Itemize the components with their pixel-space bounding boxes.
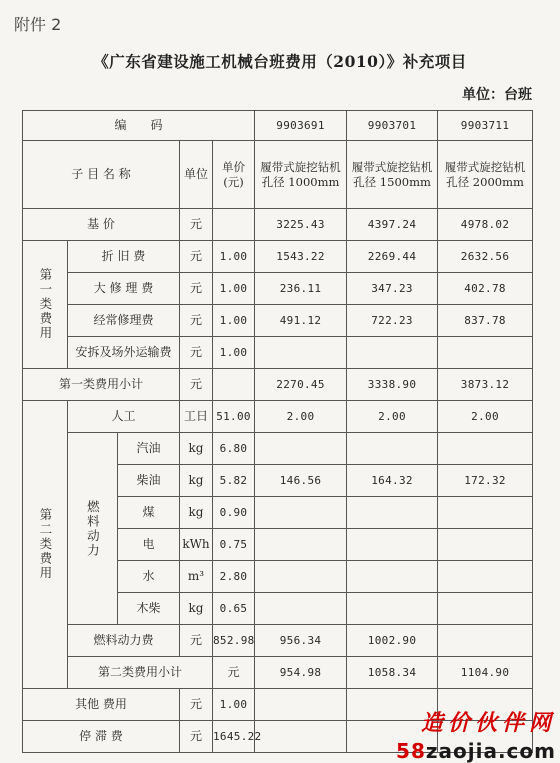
value-cell — [255, 337, 347, 369]
value-cell — [347, 593, 438, 625]
row-label: 其他 费用 — [23, 689, 180, 721]
value-cell — [347, 561, 438, 593]
price-cell: 1.00 — [213, 337, 255, 369]
unit-cell: kg — [180, 433, 213, 465]
value-cell — [255, 497, 347, 529]
price-cell: 2.80 — [213, 561, 255, 593]
machine-name: 履带式旋挖钻机 — [260, 160, 341, 175]
unit-cell: 元 — [180, 689, 213, 721]
row-label: 基 价 — [23, 209, 180, 241]
watermark-url-red: 58 — [396, 739, 426, 763]
unit-header: 单位 — [180, 141, 213, 209]
row-label: 柴油 — [118, 465, 180, 497]
empty-cell — [438, 625, 533, 657]
value-cell: 2269.44 — [347, 241, 438, 273]
row-label: 大 修 理 费 — [68, 273, 180, 305]
unit-cell: m³ — [180, 561, 213, 593]
value-cell — [347, 497, 438, 529]
unit-cell: 元 — [180, 337, 213, 369]
fuel-group-cell — [68, 433, 118, 625]
value-cell: 3873.12 — [438, 369, 533, 401]
subtotal-row — [23, 657, 533, 689]
value-cell: 164.32 — [347, 465, 438, 497]
value-cell: 4978.02 — [438, 209, 533, 241]
unit-cell: kg — [180, 465, 213, 497]
fuel-group-label: 燃料动力 — [85, 499, 101, 558]
value-cell: 1645.22 — [213, 721, 255, 753]
machine-spec: 孔径 1000mm — [261, 174, 340, 189]
value-cell: 2270.45 — [255, 369, 347, 401]
unit-cell: 元 — [180, 305, 213, 337]
unit-cell: kWh — [180, 529, 213, 561]
unit-cell: 元 — [180, 209, 213, 241]
row-label: 水 — [118, 561, 180, 593]
value-cell: 852.98 — [213, 625, 255, 657]
unit-cell: 元 — [180, 625, 213, 657]
unit-cell: 元 — [180, 273, 213, 305]
price-cell: 1.00 — [213, 273, 255, 305]
value-cell — [438, 593, 533, 625]
price-cell: 1.00 — [213, 241, 255, 273]
unit-cell: 元 — [213, 657, 255, 689]
value-cell: 4397.24 — [347, 209, 438, 241]
value-cell — [255, 593, 347, 625]
value-cell — [347, 337, 438, 369]
row-label: 汽油 — [118, 433, 180, 465]
watermark-title: 造价伙伴网 — [420, 711, 556, 736]
row-label: 安拆及场外运输费 — [68, 337, 180, 369]
unit-cell: 元 — [180, 721, 213, 753]
row-label: 经常修理费 — [68, 305, 180, 337]
value-cell: 1543.22 — [255, 241, 347, 273]
value-cell: 956.34 — [255, 625, 347, 657]
price-cell: 0.75 — [213, 529, 255, 561]
row-label: 第一类费用小计 — [23, 369, 180, 401]
value-cell: 236.11 — [255, 273, 347, 305]
value-cell: 172.32 — [438, 465, 533, 497]
table-row — [23, 305, 533, 337]
value-cell: 3225.43 — [255, 209, 347, 241]
code-cell: 9903701 — [347, 111, 438, 141]
table-row — [23, 401, 533, 433]
value-cell — [255, 561, 347, 593]
price-cell — [213, 209, 255, 241]
row-label: 折 旧 费 — [68, 241, 180, 273]
machine-name: 履带式旋挖钻机 — [444, 160, 526, 175]
price-cell: 0.65 — [213, 593, 255, 625]
price-cell: 1.00 — [213, 305, 255, 337]
unit-label: 单位：台班 — [462, 87, 532, 103]
watermark — [396, 706, 556, 763]
base-price-row — [23, 209, 533, 241]
item-name-header: 子 目 名 称 — [23, 141, 180, 209]
attachment-label: 附件 2 — [14, 15, 62, 34]
value-cell — [438, 561, 533, 593]
value-cell: 146.56 — [255, 465, 347, 497]
category2-label: 第二类费用 — [37, 508, 53, 581]
price-cell — [213, 369, 255, 401]
row-label: 电 — [118, 529, 180, 561]
code-label: 编 码 — [23, 111, 255, 141]
row-label: 煤 — [118, 497, 180, 529]
machine-cost-table — [22, 110, 533, 753]
row-label: 木柴 — [118, 593, 180, 625]
unit-cell: 工日 — [180, 401, 213, 433]
value-cell — [347, 433, 438, 465]
value-cell: 2.00 — [255, 401, 347, 433]
machine-spec: 孔径 2000mm — [446, 174, 524, 189]
category1-label-cell — [23, 241, 68, 369]
value-cell: 491.12 — [255, 305, 347, 337]
machine-header — [255, 141, 347, 209]
value-cell: 3338.90 — [347, 369, 438, 401]
price-cell: 0.90 — [213, 497, 255, 529]
value-cell — [438, 529, 533, 561]
watermark-url-rest: zaojia.com — [425, 739, 556, 763]
value-cell: 954.98 — [255, 657, 347, 689]
price-header-line1: 单价 — [222, 160, 246, 175]
row-label: 人工 — [68, 401, 180, 433]
value-cell — [438, 497, 533, 529]
value-cell: 1002.90 — [347, 625, 438, 657]
price-header — [213, 141, 255, 209]
table-row — [23, 337, 533, 369]
table-row — [23, 433, 533, 465]
value-cell: 837.78 — [438, 305, 533, 337]
table-row — [23, 241, 533, 273]
code-row — [23, 111, 533, 141]
category1-label: 第一类费用 — [37, 268, 53, 341]
price-cell: 6.80 — [213, 433, 255, 465]
machine-name: 履带式旋挖钻机 — [351, 160, 433, 175]
value-cell — [438, 433, 533, 465]
price-cell: 51.00 — [213, 401, 255, 433]
value-cell — [347, 529, 438, 561]
category2-label-cell — [23, 401, 68, 689]
row-label: 停 滞 费 — [23, 721, 180, 753]
code-cell: 9903691 — [255, 111, 347, 141]
value-cell: 1104.90 — [438, 657, 533, 689]
header-row — [23, 141, 533, 209]
machine-header — [347, 141, 438, 209]
table-row — [23, 625, 533, 657]
row-label: 燃料动力费 — [68, 625, 180, 657]
value-cell: 347.23 — [347, 273, 438, 305]
value-cell — [255, 529, 347, 561]
unit-cell: kg — [180, 497, 213, 529]
value-cell — [438, 337, 533, 369]
watermark-url — [396, 739, 556, 763]
value-cell: 402.78 — [438, 273, 533, 305]
page-title: 《广东省建设施工机械台班费用（2010）》补充项目 — [93, 52, 467, 71]
machine-header — [438, 141, 533, 209]
unit-cell: 元 — [180, 241, 213, 273]
value-cell: 2.00 — [438, 401, 533, 433]
value-cell: 1058.34 — [347, 657, 438, 689]
code-cell: 9903711 — [438, 111, 533, 141]
value-cell — [255, 689, 347, 721]
price-cell: 5.82 — [213, 465, 255, 497]
value-cell — [255, 433, 347, 465]
unit-cell: kg — [180, 593, 213, 625]
value-cell: 2.00 — [347, 401, 438, 433]
machine-spec: 孔径 1500mm — [353, 174, 431, 189]
subtotal-row — [23, 369, 533, 401]
value-cell: 2632.56 — [438, 241, 533, 273]
unit-cell: 元 — [180, 369, 213, 401]
price-header-line2: (元) — [223, 174, 244, 189]
price-cell: 1.00 — [213, 689, 255, 721]
row-label: 第二类费用小计 — [68, 657, 213, 689]
value-cell: 722.23 — [347, 305, 438, 337]
table-row — [23, 273, 533, 305]
value-cell — [255, 721, 347, 753]
